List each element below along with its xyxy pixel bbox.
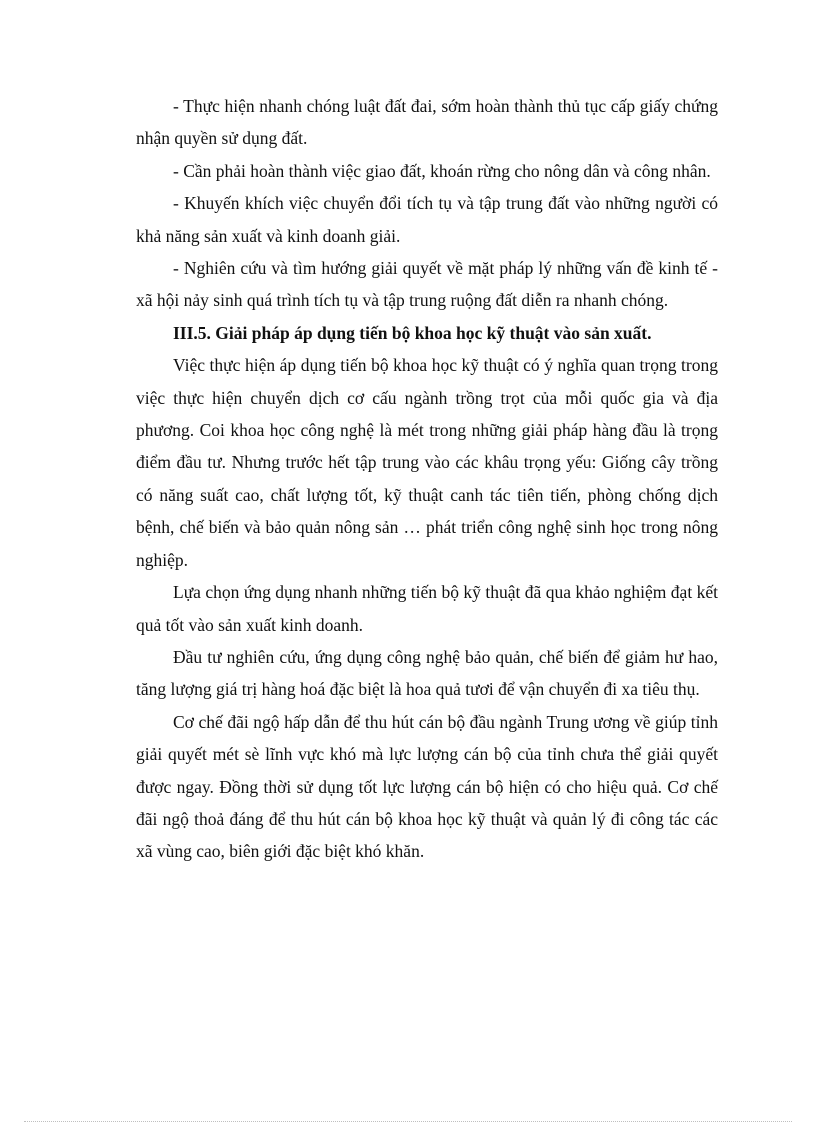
page-bottom-divider [24, 1121, 792, 1122]
bullet-paragraph-land-allocation: - Cần phải hoàn thành việc giao đất, khoán rừng cho nông dân và công nhân. [173, 160, 711, 181]
section-heading: III.5. Giải pháp áp dụng tiến bộ khoa học kỹ thuật vào sản xuất. [173, 322, 652, 343]
bullet-paragraph-land-accumulation: - Khuyến khích việc chuyển đổi tích tụ và tập trung đất vào những người có khả năng sản xuất và kinh doanh giải. [136, 193, 718, 246]
paragraph-tech-application: Việc thực hiện áp dụng tiến bộ khoa học kỹ thuật có ý nghĩa quan trọng trong việc thực hiện chuyển dịch cơ cấu ngành trồng trọt của mỗi quốc gia và địa phương. Coi khoa học công nghệ là mét trong những giải pháp hàng đầu là trọng điểm đầu tư. Nhưng trước hết tập trung vào các khâu trọng yếu: Giống cây trồng có năng suất cao, chất lượng tốt, kỹ thuật canh tác tiên tiến, phòng chống dịch bệnh, chế biến và bảo quản nông sản … phát triển công nghệ sinh học trong nông nghiệp. [136, 355, 718, 570]
paragraph-staff-incentives: Cơ chế đãi ngộ hấp dẫn để thu hút cán bộ đầu ngành Trung ương về giúp tỉnh giải quyết mét sè lĩnh vực khó mà lực lượng cán bộ của tỉnh chưa thể giải quyết được ngay. Đồng thời sử dụng tốt lực lượng cán bộ hiện có cho hiệu quả. Cơ chế đãi ngộ thoả đáng để thu hút cán bộ khoa học kỹ thuật và quản lý đi công tác các xã vùng cao, biên giới đặc biệt khó khăn. [136, 711, 718, 862]
bullet-paragraph-legal-research: - Nghiên cứu và tìm hướng giải quyết về mặt pháp lý những vấn đề kinh tế - xã hội nảy sinh quá trình tích tụ và tập trung ruộng đất diễn ra nhanh chóng. [136, 258, 718, 311]
paragraph-tech-selection: Lựa chọn ứng dụng nhanh những tiến bộ kỹ thuật đã qua khảo nghiệm đạt kết quả tốt vào sản xuất kinh doanh. [136, 582, 718, 635]
bullet-paragraph-land-law: - Thực hiện nhanh chóng luật đất đai, sớm hoàn thành thủ tục cấp giấy chứng nhận quyền sử dụng đất. [136, 96, 718, 149]
document-page [136, 90, 718, 868]
paragraph-preservation-investment: Đầu tư nghiên cứu, ứng dụng công nghệ bảo quản, chế biến để giảm hư hao, tăng lượng giá trị hàng hoá đặc biệt là hoa quả tươi để vận chuyển đi xa tiêu thụ. [136, 646, 718, 700]
